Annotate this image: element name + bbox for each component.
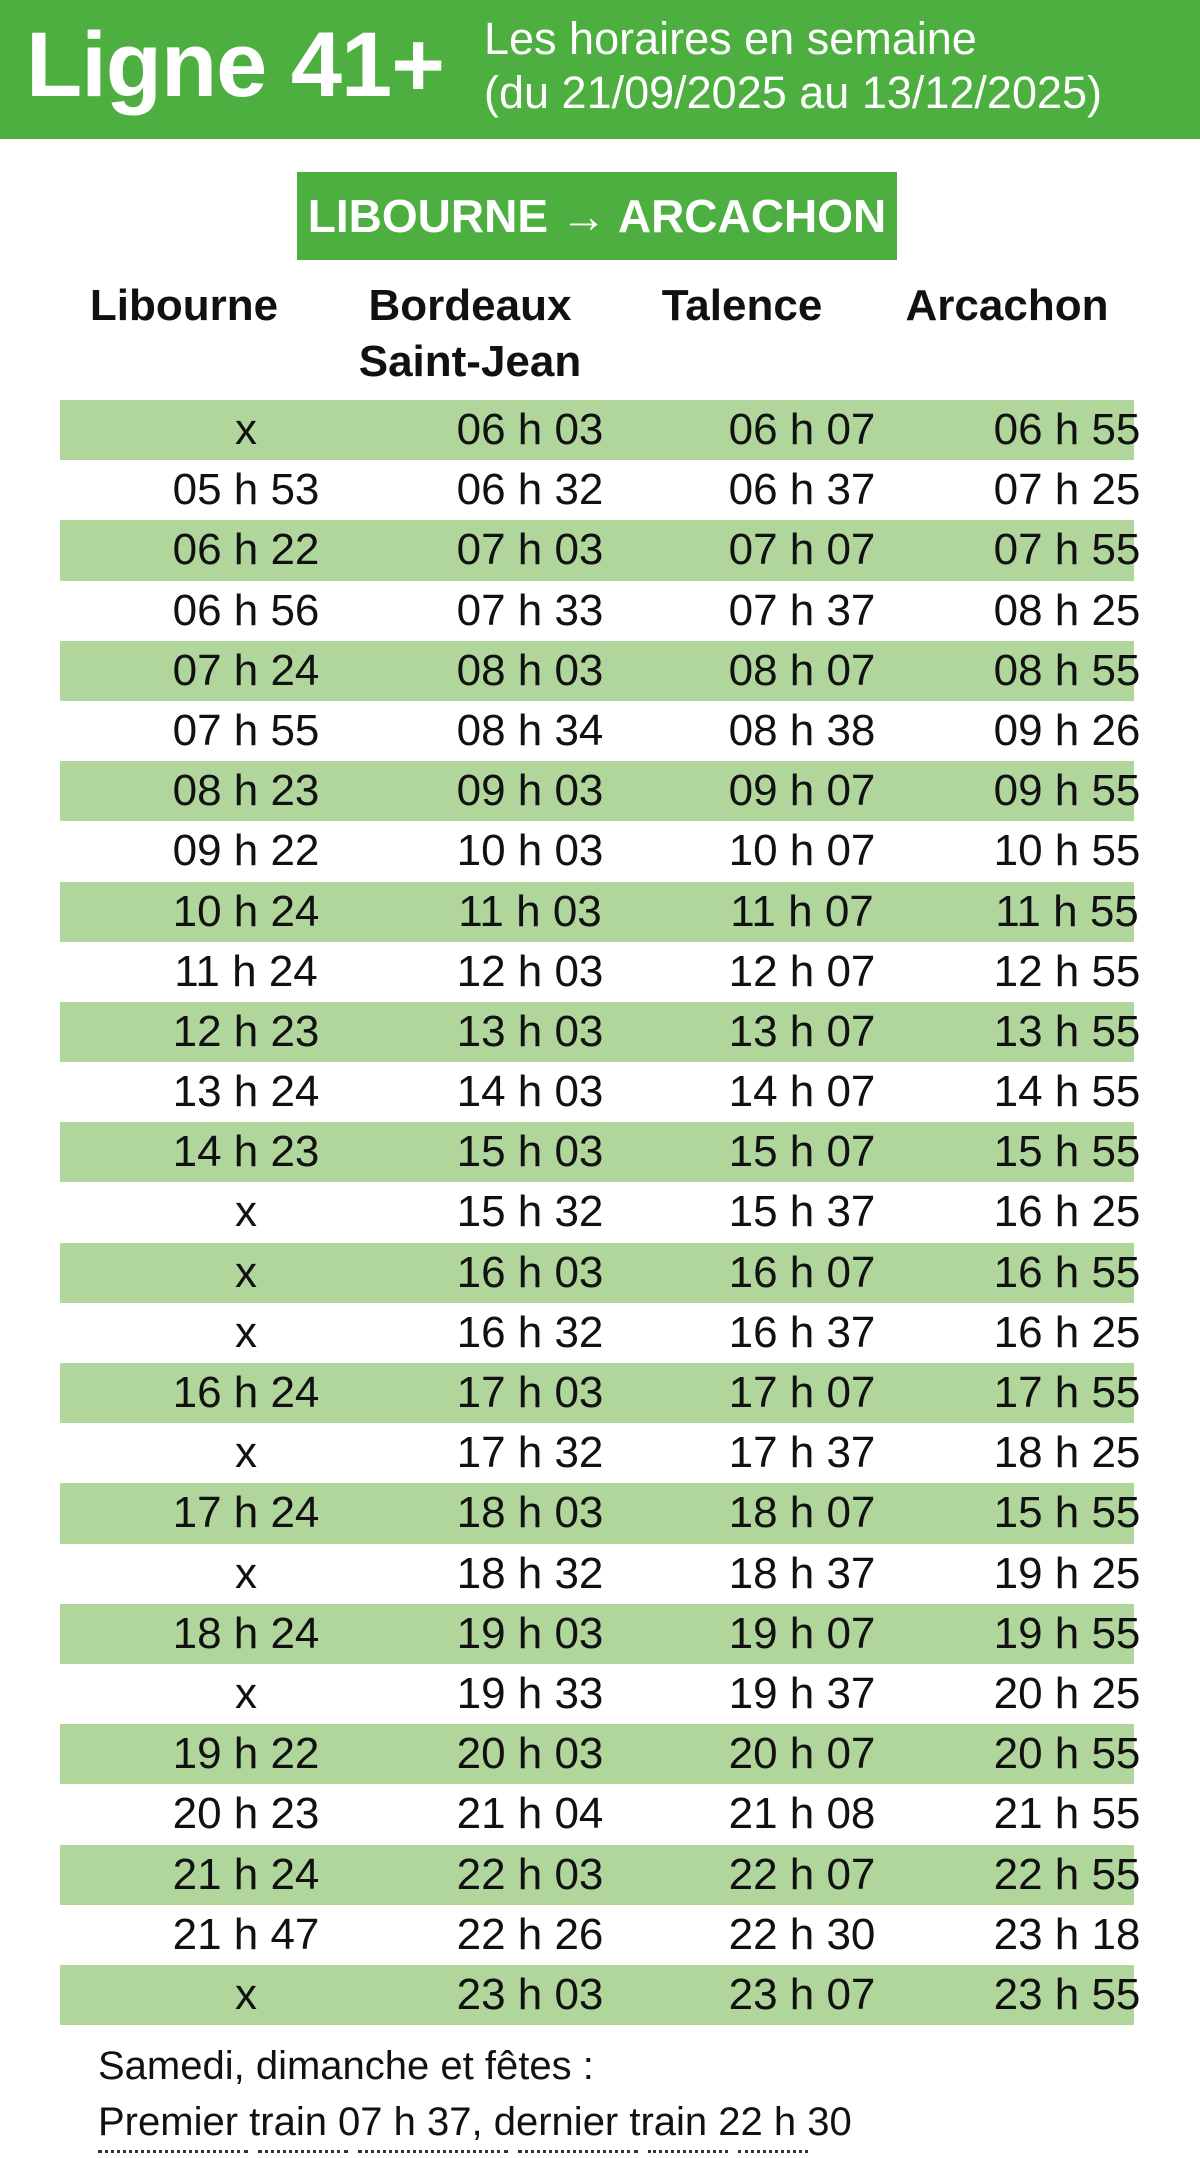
table-row [60, 1845, 1141, 1905]
table-row [60, 1544, 1141, 1604]
time-cell: 07 h 07 [728, 525, 876, 575]
time-cell: 18 h 25 [993, 1428, 1141, 1478]
time-cell: 15 h 55 [993, 1488, 1141, 1538]
time-cell: 12 h 23 [172, 1006, 320, 1056]
table-row [60, 1664, 1141, 1724]
table-row [60, 1062, 1141, 1122]
time-cell: 16 h 37 [728, 1307, 876, 1357]
table-row [60, 460, 1141, 520]
time-cell: 16 h 25 [993, 1187, 1141, 1237]
direction-badge: LIBOURNE → ARCACHON [297, 172, 897, 260]
time-cell: 14 h 07 [728, 1067, 876, 1117]
time-cell: 22 h 07 [728, 1849, 876, 1899]
time-cell: 06 h 07 [728, 405, 876, 454]
time-cell: x [235, 1969, 257, 2019]
time-cell: 22 h 03 [456, 1849, 604, 1899]
column-header-talence: Talence [661, 281, 823, 330]
column-headers [0, 278, 1200, 388]
time-cell: x [235, 1548, 257, 1598]
time-cell: 17 h 55 [993, 1368, 1141, 1417]
time-cell: 07 h 25 [993, 465, 1141, 515]
time-cell: 11 h 55 [995, 886, 1139, 936]
time-cell: 17 h 32 [456, 1428, 604, 1478]
line-title: Ligne 41+ [26, 14, 444, 116]
time-cell: 20 h 23 [172, 1789, 320, 1839]
time-cell: x [235, 1668, 257, 1718]
time-cell: 06 h 32 [456, 465, 604, 515]
time-cell: 08 h 38 [728, 705, 876, 755]
header-banner [0, 0, 1200, 139]
time-cell: 21 h 55 [993, 1789, 1141, 1839]
time-cell: 07 h 55 [172, 705, 320, 755]
table-row [60, 641, 1141, 701]
time-cell: x [235, 1428, 257, 1478]
time-cell: 22 h 26 [456, 1909, 604, 1959]
time-cell: 09 h 55 [993, 766, 1141, 816]
time-cell: 17 h 37 [728, 1428, 876, 1478]
table-row [60, 1483, 1141, 1543]
time-cell: 16 h 55 [993, 1247, 1141, 1297]
time-cell: 23 h 55 [993, 1969, 1141, 2019]
time-cell: 10 h 24 [172, 886, 320, 936]
time-cell: 13 h 55 [993, 1006, 1141, 1056]
time-cell: 17 h 07 [728, 1368, 876, 1417]
time-cell: 19 h 25 [993, 1548, 1141, 1598]
time-cell: 18 h 07 [728, 1488, 876, 1538]
table-row [60, 1724, 1141, 1784]
time-cell: 08 h 25 [993, 585, 1141, 635]
time-cell: 16 h 25 [993, 1307, 1141, 1357]
time-cell: 06 h 56 [172, 585, 320, 635]
time-cell: x [235, 1247, 257, 1297]
column-header-bordeaux-saint-jean: Bordeaux Saint-Jean [358, 281, 582, 386]
time-cell: 18 h 37 [728, 1548, 876, 1598]
time-cell: 19 h 22 [172, 1729, 320, 1779]
table-row [60, 520, 1141, 580]
table-row [60, 1122, 1141, 1182]
table-row [60, 701, 1141, 761]
table-row [60, 1423, 1141, 1483]
time-cell: 23 h 18 [993, 1909, 1141, 1959]
time-cell: 18 h 32 [456, 1548, 604, 1598]
time-cell: 15 h 03 [456, 1127, 604, 1177]
weekend-notes [98, 2038, 1148, 2150]
time-cell: 20 h 07 [728, 1729, 876, 1779]
time-cell: 14 h 23 [172, 1127, 320, 1177]
table-row [60, 1905, 1141, 1965]
time-cell: 08 h 23 [172, 766, 320, 816]
time-cell: 10 h 03 [456, 826, 604, 876]
time-cell: 21 h 24 [172, 1849, 320, 1899]
time-cell: 15 h 07 [728, 1127, 876, 1177]
time-cell: x [235, 405, 257, 454]
time-cell: 20 h 03 [456, 1729, 604, 1779]
time-cell: 14 h 03 [456, 1067, 604, 1117]
cut-off-text-fragment [98, 2146, 820, 2158]
time-cell: 20 h 25 [993, 1668, 1141, 1718]
time-cell: 10 h 55 [993, 826, 1141, 876]
period-line-1: Les horaires en semaine [484, 13, 977, 64]
time-cell: 19 h 55 [993, 1608, 1141, 1658]
column-header-arcachon: Arcachon [905, 281, 1109, 330]
time-cell: 06 h 03 [456, 405, 604, 454]
time-cell: 18 h 24 [172, 1608, 320, 1658]
notes-line-1: Samedi, dimanche et fêtes : [98, 2044, 594, 2088]
table-row [60, 882, 1139, 942]
time-cell: 07 h 33 [456, 585, 604, 635]
table-row [60, 1363, 1141, 1423]
time-cell: 16 h 03 [456, 1247, 604, 1297]
time-cell: 08 h 03 [456, 645, 604, 695]
time-cell: 08 h 55 [993, 645, 1141, 695]
time-cell: 15 h 55 [993, 1127, 1141, 1177]
time-cell: 09 h 07 [728, 766, 876, 816]
period-line-2: (du 21/09/2025 au 13/12/2025) [484, 67, 1103, 118]
table-row [60, 1243, 1141, 1303]
time-cell: 06 h 37 [728, 465, 876, 515]
time-cell: 12 h 07 [728, 946, 876, 996]
time-cell: 23 h 03 [456, 1969, 604, 2019]
time-cell: 22 h 55 [993, 1849, 1141, 1899]
time-cell: 10 h 07 [728, 826, 876, 876]
time-cell: 16 h 32 [456, 1307, 604, 1357]
time-cell: 21 h 08 [728, 1789, 876, 1839]
time-cell: 07 h 37 [728, 585, 876, 635]
table-row [60, 1784, 1141, 1844]
table-row [60, 761, 1141, 821]
table-row [60, 1965, 1141, 2025]
time-cell: 23 h 07 [728, 1969, 876, 2019]
time-cell: 09 h 03 [456, 766, 604, 816]
time-cell: 12 h 55 [993, 946, 1141, 996]
table-row [60, 821, 1141, 881]
notes-line-2: Premier train 07 h 37, dernier train 22 h 30 [98, 2100, 852, 2144]
time-cell: 07 h 03 [456, 525, 604, 575]
table-row [60, 400, 1141, 460]
time-cell: 11 h 03 [458, 886, 602, 936]
time-cell: 19 h 03 [456, 1608, 604, 1658]
table-row [60, 581, 1141, 641]
time-cell: 13 h 03 [456, 1006, 604, 1056]
timetable [60, 400, 1141, 2025]
time-cell: 08 h 07 [728, 645, 876, 695]
time-cell: 07 h 55 [993, 525, 1141, 575]
time-cell: 15 h 32 [456, 1187, 604, 1237]
time-cell: 18 h 03 [456, 1488, 604, 1538]
time-cell: 12 h 03 [456, 946, 604, 996]
table-row [60, 1182, 1141, 1242]
time-cell: 16 h 07 [728, 1247, 876, 1297]
time-cell: 21 h 04 [456, 1789, 604, 1839]
time-cell: 19 h 07 [728, 1608, 876, 1658]
time-cell: 11 h 24 [174, 946, 318, 996]
time-cell: 09 h 22 [172, 826, 320, 876]
time-cell: x [235, 1187, 257, 1237]
time-cell: 13 h 07 [728, 1006, 876, 1056]
time-cell: 05 h 53 [172, 465, 320, 515]
time-cell: 19 h 33 [456, 1668, 604, 1718]
time-cell: 17 h 24 [172, 1488, 320, 1538]
time-cell: 07 h 24 [172, 645, 320, 695]
time-cell: 11 h 07 [730, 886, 874, 936]
time-cell: 16 h 24 [172, 1368, 320, 1417]
table-row [60, 1002, 1141, 1062]
time-cell: 08 h 34 [456, 705, 604, 755]
time-cell: 15 h 37 [728, 1187, 876, 1237]
time-cell: 20 h 55 [993, 1729, 1141, 1779]
column-header-libourne: Libourne [89, 281, 279, 330]
time-cell: 09 h 26 [993, 705, 1141, 755]
time-cell: 21 h 47 [172, 1909, 320, 1959]
time-cell: 22 h 30 [728, 1909, 876, 1959]
time-cell: 06 h 22 [172, 525, 320, 575]
time-cell: 19 h 37 [728, 1668, 876, 1718]
time-cell: 14 h 55 [993, 1067, 1141, 1117]
table-row [60, 942, 1141, 1002]
time-cell: 13 h 24 [172, 1067, 320, 1117]
time-cell: x [235, 1307, 257, 1357]
table-row [60, 1604, 1141, 1664]
time-cell: 17 h 03 [456, 1368, 604, 1417]
period-text [484, 12, 1102, 120]
table-row [60, 1303, 1141, 1363]
time-cell: 06 h 55 [993, 405, 1141, 454]
